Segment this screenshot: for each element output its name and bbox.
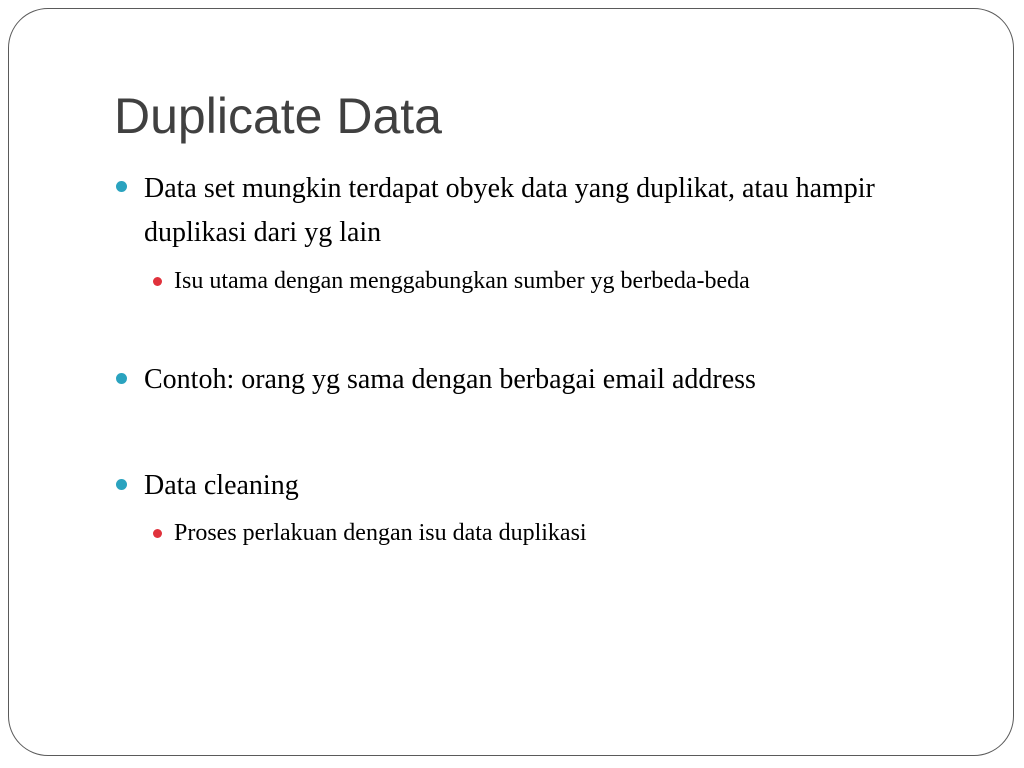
sub-bullet-item-2: Proses perlakuan dengan isu data duplikasi [174, 520, 587, 546]
bullet-item-2: Contoh: orang yg sama dengan berbagai email address [144, 364, 756, 395]
bullet-item-3: Data cleaning [144, 470, 299, 501]
slide-title: Duplicate Data [114, 88, 442, 144]
bullet-dot-icon [116, 479, 127, 490]
bullet-dot-icon [116, 181, 127, 192]
sub-bullet-dot-icon [153, 529, 162, 538]
bullet-item-1: Data set mungkin terdapat obyek data yang duplikat, atau hampir duplikasi dari yg lain [144, 173, 875, 248]
bullet-dot-icon [116, 373, 127, 384]
sub-bullet-item-1: Isu utama dengan menggabungkan sumber yg berbeda-beda [174, 268, 750, 294]
sub-bullet-dot-icon [153, 277, 162, 286]
